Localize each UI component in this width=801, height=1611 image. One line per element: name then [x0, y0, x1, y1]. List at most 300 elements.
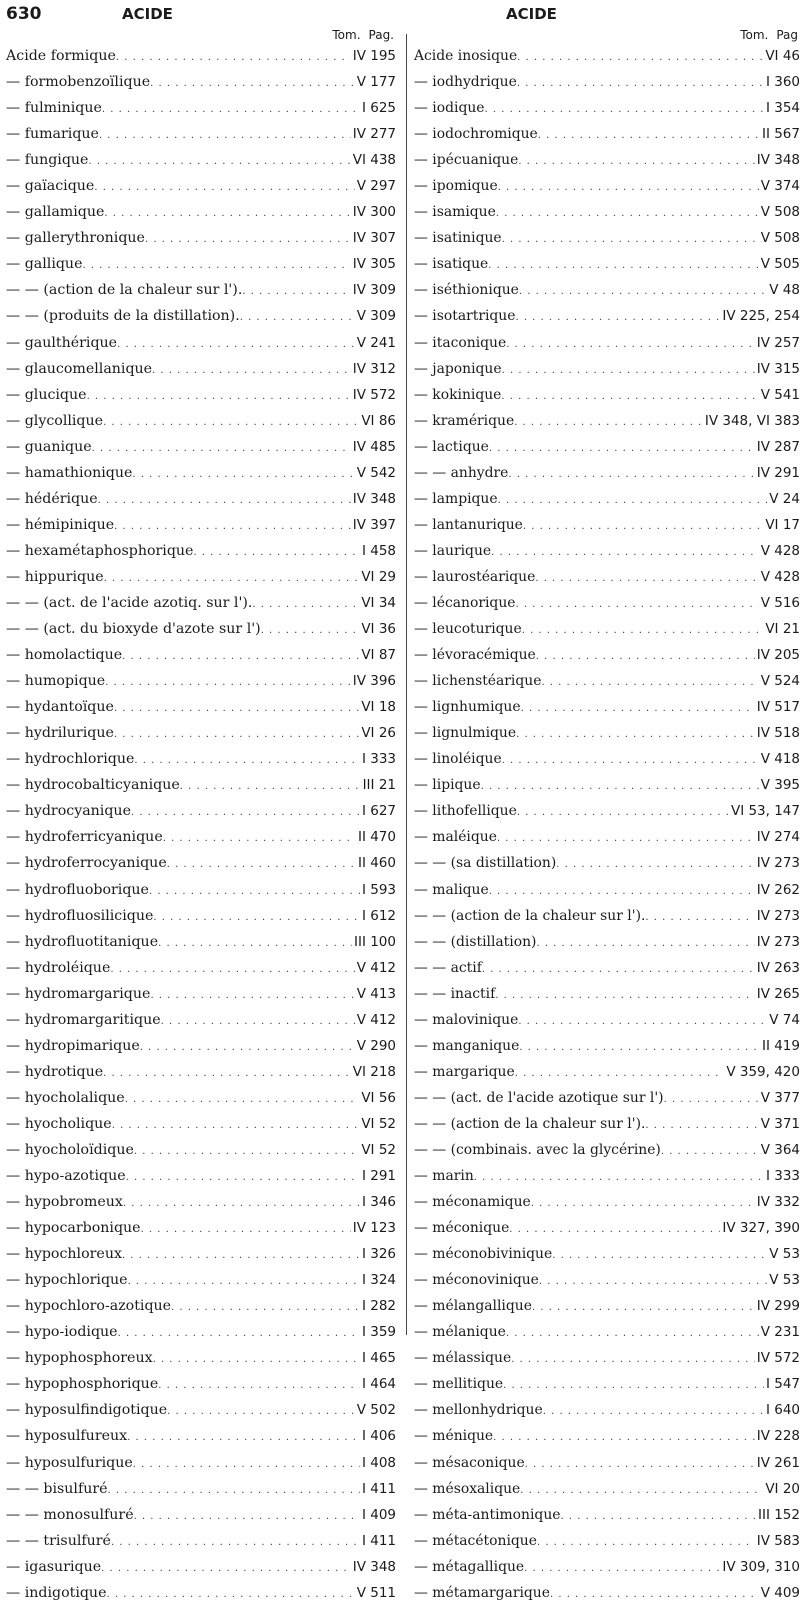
entry-name: — glaucomellanique	[6, 360, 153, 377]
entry-name: — margarique	[414, 1063, 515, 1080]
entry-name: — hédérique	[6, 490, 98, 507]
entry-name: — hydrilurique	[6, 725, 114, 742]
entry-name: — hypochlorique	[6, 1272, 128, 1289]
entry-name: — hémipinique	[6, 516, 115, 533]
entry-name: — malovinique	[414, 1011, 519, 1028]
index-entry	[6, 725, 396, 751]
dot-leader	[140, 1038, 355, 1054]
entry-name: — — trisulfuré	[6, 1532, 111, 1549]
running-head-right: ACIDE	[506, 5, 557, 23]
entry-name: — — (action de la chaleur sur l').	[414, 907, 646, 924]
index-entry	[414, 361, 800, 387]
entry-name: — — (sa distillation)	[414, 855, 557, 872]
entry-reference: V 542	[356, 464, 396, 481]
entry-name: — hydrochlorique	[6, 751, 135, 768]
index-entry	[6, 882, 396, 908]
entry-name: — lampique	[414, 490, 498, 507]
entry-name: — — anhydre	[414, 464, 509, 481]
entry-name: — iodhydrique	[414, 74, 517, 91]
dot-leader	[517, 74, 764, 90]
entry-reference: I 612	[361, 907, 396, 924]
index-entry	[6, 1533, 396, 1559]
index-entry	[6, 100, 396, 126]
dot-leader	[133, 1455, 360, 1471]
index-entry	[414, 725, 800, 751]
entry-name: — hippurique	[6, 568, 104, 585]
dot-leader	[502, 751, 759, 767]
index-entry	[6, 517, 396, 543]
entry-name: — iodique	[414, 100, 485, 117]
index-entry	[6, 673, 396, 699]
entry-name: — mésoxalique	[414, 1480, 521, 1497]
dot-leader	[145, 230, 351, 246]
dot-leader	[489, 882, 755, 898]
entry-name: — isotartrique	[414, 308, 516, 325]
index-entry	[414, 387, 800, 413]
dot-leader	[481, 777, 759, 793]
index-entry	[414, 777, 800, 803]
dot-leader	[163, 829, 356, 845]
entry-reference: V 290	[356, 1037, 396, 1054]
index-entry	[414, 569, 800, 595]
dot-leader	[496, 204, 759, 220]
index-entry	[6, 595, 396, 621]
entry-reference: VI 53, 147	[730, 803, 800, 820]
entry-reference: VI 218	[352, 1063, 396, 1080]
entry-reference: V 53	[769, 1272, 800, 1289]
entry-reference: I 333	[361, 751, 396, 768]
index-column-right	[414, 28, 800, 1611]
index-entry	[6, 1585, 396, 1611]
entry-reference: IV 273	[756, 933, 800, 950]
entry-reference: I 625	[361, 100, 396, 117]
page-label: Pag.	[368, 28, 394, 42]
tome-label: Tom.	[332, 28, 361, 42]
index-entry	[414, 1038, 800, 1064]
index-entry	[6, 1246, 396, 1272]
entry-reference: V 418	[760, 751, 800, 768]
dot-leader	[87, 387, 351, 403]
entry-reference: IV 315	[756, 360, 800, 377]
dot-leader	[98, 491, 351, 507]
entry-name: — — inactif	[414, 985, 496, 1002]
index-entry	[6, 855, 396, 881]
index-entry	[414, 1350, 800, 1376]
index-entry	[414, 1298, 800, 1324]
entry-name: — hydropimarique	[6, 1037, 140, 1054]
index-entry	[414, 178, 800, 204]
dot-leader	[502, 230, 759, 246]
entry-name: — indigotique	[6, 1584, 107, 1601]
entry-reference: VI 34	[361, 594, 396, 611]
dot-leader	[518, 152, 754, 168]
entry-name: — fungique	[6, 152, 89, 169]
entry-reference: IV 348	[756, 152, 800, 169]
dot-leader	[114, 725, 359, 741]
dot-leader	[150, 74, 355, 90]
entry-name: — méta-antimonique	[414, 1506, 561, 1523]
entry-reference: IV 291	[756, 464, 800, 481]
entry-name: — fulminique	[6, 100, 102, 117]
entry-reference: V 395	[760, 777, 800, 794]
entry-reference: II 419	[761, 1037, 800, 1054]
entry-reference: IV 348	[352, 1558, 396, 1575]
dot-leader	[536, 647, 755, 663]
entry-name: — mélanique	[414, 1324, 506, 1341]
entry-reference: VI 36	[361, 621, 396, 638]
index-entry	[6, 230, 396, 256]
dot-leader	[141, 1220, 351, 1236]
index-entry	[6, 647, 396, 673]
dot-leader	[489, 439, 755, 455]
entry-reference: IV 273	[756, 907, 800, 924]
entry-name: — — (act. de l'acide azotique sur l')	[414, 1089, 664, 1106]
entry-name: — laurique	[414, 542, 492, 559]
dot-leader	[132, 465, 354, 481]
dot-leader	[252, 595, 359, 611]
dot-leader	[537, 1533, 755, 1549]
entry-reference: IV 348, VI 383	[704, 412, 800, 429]
entry-reference: IV 228	[756, 1428, 800, 1445]
dot-leader	[122, 647, 359, 663]
entry-name: — humopique	[6, 673, 106, 690]
entry-reference: VI 46	[765, 48, 800, 64]
dot-leader	[149, 882, 360, 898]
index-entry	[414, 1585, 800, 1611]
dot-leader	[514, 413, 703, 429]
entry-name: — — (action de la chaleur sur l').	[6, 282, 243, 299]
index-entry	[6, 1064, 396, 1090]
entry-name: — hydrofluoborique	[6, 881, 149, 898]
entry-name: — méconobivinique	[414, 1246, 553, 1263]
entry-name: — ipécuanique	[414, 152, 519, 169]
entry-name: — hydrotique	[6, 1063, 104, 1080]
entry-name: — leucoturique	[414, 621, 522, 638]
entry-reference: V 364	[760, 1141, 800, 1158]
index-entry	[6, 829, 396, 855]
entry-name: — mésaconique	[414, 1454, 525, 1471]
dot-leader	[114, 517, 351, 533]
dot-leader	[515, 308, 720, 324]
entry-name: — hexamétaphosphorique	[6, 542, 194, 559]
index-entry	[6, 308, 396, 334]
dot-leader	[105, 673, 351, 689]
entry-reference: I 354	[765, 100, 800, 117]
index-entry	[414, 647, 800, 673]
index-column-left	[6, 28, 396, 1611]
dot-leader	[516, 725, 755, 741]
dot-leader	[88, 152, 350, 168]
entry-name: — gallamique	[6, 204, 105, 221]
entry-reference: V 74	[769, 1011, 800, 1028]
dot-leader	[171, 1298, 360, 1314]
entry-name: — méconovinique	[414, 1272, 539, 1289]
page-header	[0, 4, 801, 28]
entry-name: — marin	[414, 1168, 474, 1185]
index-entry	[414, 439, 800, 465]
entry-name: — iséthionique	[414, 282, 519, 299]
index-entry	[6, 1220, 396, 1246]
entry-name: — gallerythronique	[6, 230, 145, 247]
dot-leader	[531, 1194, 755, 1210]
dot-leader	[518, 1012, 767, 1028]
dot-leader	[167, 855, 356, 871]
index-entry	[6, 569, 396, 595]
entry-name: — hydroferricyanique	[6, 829, 163, 846]
tome-label: Tom.	[740, 28, 769, 42]
dot-leader	[536, 934, 754, 950]
index-entry	[414, 335, 800, 361]
entry-name: — hyocholalique	[6, 1089, 125, 1106]
index-entry	[414, 1246, 800, 1272]
dot-leader	[153, 1350, 360, 1366]
entry-name: — hydromargarique	[6, 985, 151, 1002]
dot-leader	[525, 1455, 755, 1471]
index-entry	[414, 1090, 800, 1116]
index-entry	[414, 282, 800, 308]
entry-name: — itaconique	[414, 334, 507, 351]
entry-name: — — bisulfuré	[6, 1480, 108, 1497]
entry-name: — hamathionique	[6, 464, 133, 481]
index-entry	[414, 1428, 800, 1454]
index-entry	[6, 777, 396, 803]
index-entry	[6, 1455, 396, 1481]
index-entry	[6, 1402, 396, 1428]
entry-name: — ménique	[414, 1428, 494, 1445]
entry-reference: I 324	[361, 1272, 396, 1289]
entry-name: — hyocholoïdique	[6, 1141, 134, 1158]
dot-leader	[524, 1559, 720, 1575]
entry-reference: III 152	[757, 1506, 800, 1523]
entry-name: — hypobromeux	[6, 1194, 123, 1211]
index-entry	[6, 699, 396, 725]
dot-leader	[515, 1064, 725, 1080]
entry-reference: IV 300	[352, 204, 396, 221]
entry-reference: I 640	[765, 1402, 800, 1419]
entry-name: — — monosulfuré	[6, 1506, 134, 1523]
entry-name: — linoléique	[414, 751, 502, 768]
dot-leader	[104, 204, 350, 220]
entry-reference: I 406	[361, 1428, 396, 1445]
dot-leader	[152, 361, 351, 377]
entry-reference: I 411	[361, 1532, 396, 1549]
entry-reference: IV 262	[756, 881, 800, 898]
entry-reference: V 53	[769, 1246, 800, 1263]
dot-leader	[161, 1012, 355, 1028]
index-entry	[414, 1168, 800, 1194]
index-entry	[414, 413, 800, 439]
dot-leader	[92, 439, 351, 455]
dot-leader	[125, 1090, 360, 1106]
dot-leader	[491, 543, 759, 559]
entry-reference: V 508	[760, 204, 800, 221]
index-entry	[6, 1116, 396, 1142]
index-entry	[6, 803, 396, 829]
index-entry	[6, 126, 396, 152]
entry-reference: V 524	[760, 673, 800, 690]
index-entry	[6, 491, 396, 517]
entry-name: — formobenzoïlique	[6, 74, 151, 91]
index-entry	[414, 152, 800, 178]
entry-reference: V 241	[356, 334, 396, 351]
index-entry	[414, 256, 800, 282]
entry-reference: IV 257	[756, 334, 800, 351]
entry-reference: VI 438	[352, 152, 396, 169]
dot-leader	[112, 1116, 360, 1132]
entry-reference: IV 263	[756, 959, 800, 976]
entry-name: — malique	[414, 881, 489, 898]
index-entry	[6, 934, 396, 960]
index-entry	[414, 465, 800, 491]
index-entry	[6, 1350, 396, 1376]
dot-leader	[482, 960, 755, 976]
entry-reference: IV 265	[756, 985, 800, 1002]
index-entry	[414, 934, 800, 960]
index-entry	[6, 1142, 396, 1168]
column-divider	[406, 34, 407, 1335]
entry-reference: IV 572	[352, 386, 396, 403]
entry-name: — isatique	[414, 256, 489, 273]
index-entry	[414, 543, 800, 569]
dot-leader	[134, 1142, 359, 1158]
dot-leader	[82, 256, 350, 272]
entry-name: — glucique	[6, 386, 87, 403]
dot-leader	[498, 491, 768, 507]
entry-reference: IV 518	[756, 725, 800, 742]
entry-name: — lignulmique	[414, 725, 517, 742]
entry-name: — lévoracémique	[414, 647, 536, 664]
entry-name: — kramérique	[414, 412, 515, 429]
entry-name: — — actif	[414, 959, 482, 976]
entry-reference: I 411	[361, 1480, 396, 1497]
index-entry	[6, 48, 396, 74]
entry-reference: VI 29	[361, 568, 396, 585]
entry-reference: V 511	[356, 1584, 396, 1601]
entry-reference: V 231	[760, 1324, 800, 1341]
index-entry	[6, 361, 396, 387]
index-entry	[6, 1194, 396, 1220]
dot-leader	[103, 1064, 351, 1080]
entry-name: — kokinique	[414, 386, 502, 403]
index-entry	[6, 1481, 396, 1507]
index-entry	[414, 1116, 800, 1142]
dot-leader	[661, 1142, 759, 1158]
entry-name: — lécanorique	[414, 594, 516, 611]
dot-leader	[114, 699, 359, 715]
dot-leader	[103, 413, 359, 429]
index-entry	[414, 803, 800, 829]
entry-reference: IV 205	[756, 647, 800, 664]
entry-reference: II 460	[357, 855, 396, 872]
dot-leader	[511, 1350, 755, 1366]
entry-name: — manganique	[414, 1037, 520, 1054]
index-entry	[6, 1168, 396, 1194]
index-entry	[6, 1090, 396, 1116]
column-header	[414, 28, 800, 48]
index-entry	[6, 439, 396, 465]
dot-leader	[127, 1428, 360, 1444]
entry-reference: V 371	[760, 1115, 800, 1132]
entry-name: — hydroléique	[6, 959, 111, 976]
dot-leader	[134, 1507, 360, 1523]
index-entry	[6, 335, 396, 361]
index-entry	[414, 1455, 800, 1481]
dot-leader	[515, 595, 758, 611]
entry-name: — hydroferrocyanique	[6, 855, 167, 872]
entry-name: Acide inosique	[414, 48, 518, 64]
entry-reference: II 567	[761, 126, 800, 143]
entry-reference: VI 26	[361, 725, 396, 742]
entry-name: Acide formique	[6, 48, 116, 64]
index-entry	[414, 308, 800, 334]
entry-reference: IV 312	[352, 360, 396, 377]
dot-leader	[523, 517, 763, 533]
dot-leader	[117, 335, 355, 351]
entry-name: — gaïacique	[6, 178, 95, 195]
index-entry	[6, 1428, 396, 1454]
entry-name: — — (act. du bioxyde d'azote sur l')	[6, 621, 261, 638]
entry-name: — japonique	[414, 360, 502, 377]
entry-reference: V 297	[356, 178, 396, 195]
entry-reference: V 505	[760, 256, 800, 273]
dot-leader	[501, 387, 758, 403]
index-entry	[414, 1481, 800, 1507]
entry-reference: V 541	[760, 386, 800, 403]
dot-leader	[261, 621, 360, 637]
entry-reference: VI 21	[765, 621, 800, 638]
index-entry	[414, 1402, 800, 1428]
entry-reference: I 465	[361, 1350, 396, 1367]
dot-leader	[519, 1038, 760, 1054]
page-label: Pag	[776, 28, 798, 42]
dot-leader	[150, 986, 354, 1002]
entry-name: — — (distillation)	[414, 933, 537, 950]
index-entry	[414, 621, 800, 647]
entry-name: — gaulthérique	[6, 334, 118, 351]
entry-name: — lignhumique	[414, 699, 521, 716]
index-entry	[414, 595, 800, 621]
entry-name: — homolactique	[6, 647, 123, 664]
entry-reference: IV 225, 254	[722, 308, 800, 325]
index-entry	[6, 1376, 396, 1402]
entry-name: — hypo-iodique	[6, 1324, 118, 1341]
entry-reference: I 326	[361, 1246, 396, 1263]
entry-name: — métagallique	[414, 1558, 525, 1575]
entry-reference: I 458	[361, 542, 396, 559]
dot-leader	[508, 465, 754, 481]
entry-reference: V 428	[760, 542, 800, 559]
entry-reference: I 333	[765, 1168, 800, 1185]
entry-name: — hyposulfurique	[6, 1454, 133, 1471]
entry-reference: V 413	[356, 985, 396, 1002]
page-number: 630	[6, 4, 42, 24]
entry-reference: VI 52	[361, 1115, 396, 1132]
entry-reference: I 291	[361, 1168, 396, 1185]
dot-leader	[474, 1168, 764, 1184]
dot-leader	[645, 908, 754, 924]
entry-name: — laurostéarique	[414, 568, 536, 585]
entry-name: — — (action de la chaleur sur l').	[414, 1115, 646, 1132]
entry-reference: I 346	[361, 1194, 396, 1211]
index-entry	[414, 1559, 800, 1585]
index-entry	[6, 1298, 396, 1324]
entry-list	[414, 48, 800, 1611]
index-entry	[414, 908, 800, 934]
index-entry	[414, 986, 800, 1012]
entry-name: — hypochloro-azotique	[6, 1298, 172, 1315]
index-entry	[414, 960, 800, 986]
entry-name: — glycollique	[6, 412, 104, 429]
